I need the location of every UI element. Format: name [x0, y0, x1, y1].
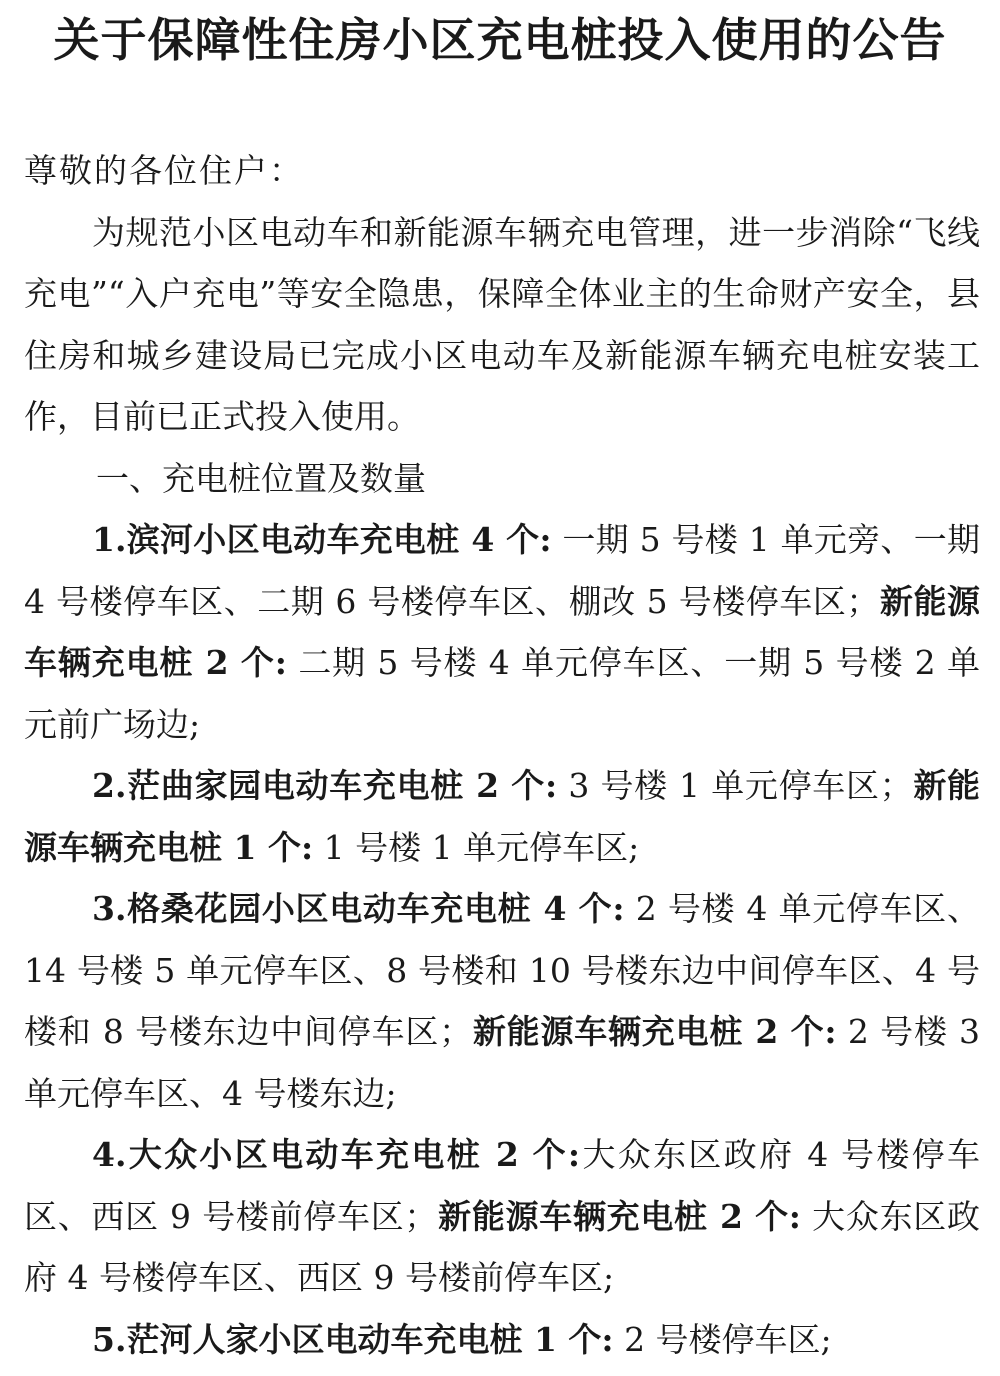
- nev-charger-locations: 二期 5 号楼 4 单元停车区、一期 5 号楼 2 单元前广场边;: [24, 643, 981, 744]
- nev-charger-label: 新能源车辆充电桩 2 个:: [437, 1196, 801, 1236]
- intro-paragraph: 为规范小区电动车和新能源车辆充电管理，进一步消除“飞线充电”“入户充电”等安全隐患，保障全体业主的生命财产安全，县住房和城乡建设局已完成小区电动车及新能源车辆充电桩安装工作，目前已正式投入使用。: [24, 212, 980, 436]
- nev-charger-label: 新能源车辆充电桩 2 个:: [472, 1012, 837, 1051]
- ev-charger-label: 1.滨河小区电动车充电桩 4 个:: [92, 520, 552, 559]
- nev-charger-label: 新能源车辆充电桩 2 个:: [24, 581, 981, 682]
- ev-charger-locations: 一期 5 号楼 1 单元旁、一期 4 号楼停车区、二期 6 号楼停车区、棚改 5 号楼停车区；: [24, 520, 980, 621]
- ev-charger-label: 5.茫河人家小区电动车充电桩 1 个:: [92, 1319, 614, 1359]
- ev-charger-locations: 3 号楼 1 单元停车区；: [557, 766, 913, 805]
- ev-charger-locations: 2 号楼停车区;: [613, 1319, 832, 1359]
- salutation: 尊敬的各位住户：: [24, 151, 304, 190]
- ev-charger-locations: 2 号楼 4 单元停车区、14 号楼 5 单元停车区、8 号楼和 10 号楼东边中间停车区、4 号楼和 8 号楼东边中间停车区；: [24, 889, 980, 1051]
- ev-charger-locations: 大众东区政府 4 号楼停车区、西区 9 号楼前停车区；: [24, 1135, 980, 1236]
- notice-body: [24, 140, 980, 1370]
- nev-charger-label: 新能源车辆充电桩 1 个:: [24, 766, 981, 867]
- section-heading: 一、充电桩位置及数量: [96, 458, 426, 498]
- list-item: [24, 1124, 980, 1309]
- list-item: [24, 755, 980, 878]
- nev-charger-locations: 2 号楼 3 单元停车区、4 号楼东边;: [24, 1012, 980, 1113]
- nev-charger-locations: 大众东区政府 4 号楼停车区、西区 9 号楼前停车区;: [24, 1196, 980, 1297]
- list-item: [24, 1309, 980, 1371]
- nev-charger-locations: 1 号楼 1 单元停车区;: [313, 827, 640, 867]
- ev-charger-label: 2.茫曲家园电动车充电桩 2 个:: [92, 766, 558, 805]
- ev-charger-label: 3.格桑花园小区电动车充电桩 4 个:: [92, 889, 625, 928]
- notice-title: 关于保障性住房小区充电桩投入使用的公告: [53, 13, 947, 67]
- list-item: [24, 509, 980, 755]
- ev-charger-label: 4.大众小区电动车充电桩 2 个:: [92, 1135, 581, 1174]
- list-item: [24, 878, 980, 1124]
